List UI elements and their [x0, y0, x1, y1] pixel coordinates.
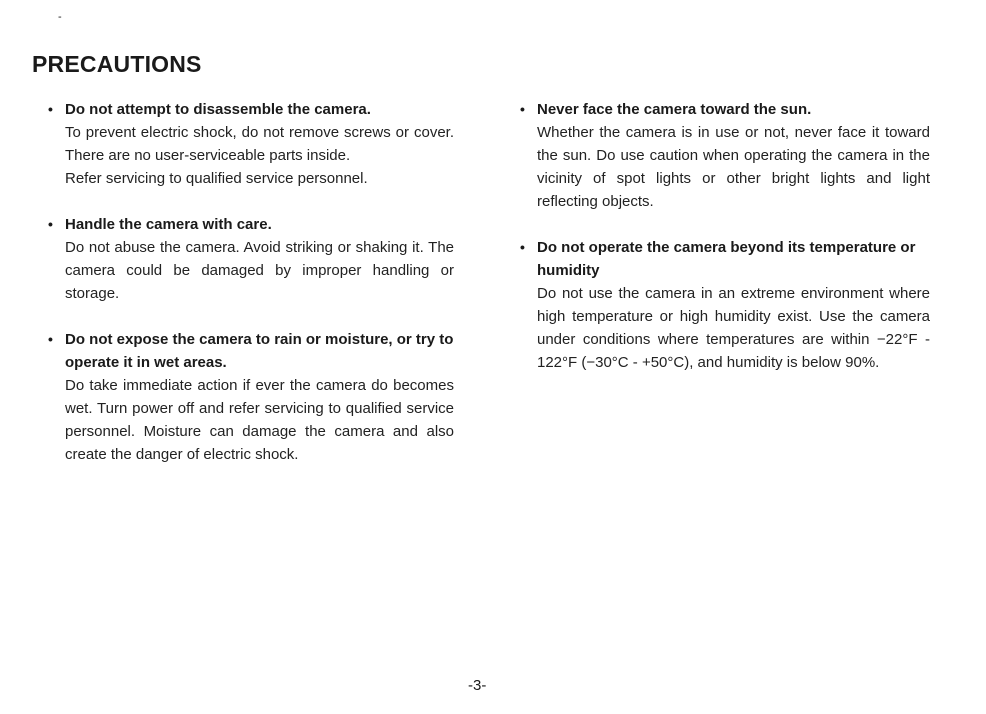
precaution-heading: Never face the camera toward the sun. — [537, 101, 812, 118]
precaution-disassemble — [48, 98, 454, 190]
precaution-body: Do not abuse the camera. Avoid striking or shaking it. The camera could be damaged by improper handling or storage. — [65, 239, 454, 302]
precaution-sun — [520, 98, 930, 213]
precaution-temperature-humidity — [520, 236, 930, 374]
bullet-icon: • — [520, 239, 525, 255]
precaution-body: Whether the camera is in use or not, never face it toward the sun. Do use caution when operating the camera in the vicinity of spot lights or other bright lights and light reflecting objects. — [537, 124, 930, 210]
right-column — [520, 98, 930, 397]
bullet-icon: • — [48, 331, 53, 347]
precaution-heading: Do not operate the camera beyond its temperature or humidity — [537, 239, 916, 279]
precaution-body: To prevent electric shock, do not remove screws or cover. There are no user-serviceable parts inside. — [65, 124, 454, 164]
precaution-body: Do not use the camera in an extreme environment where high temperature or high humidity exist. Use the camera under conditions where temperatures are within −22°F - 122°F (−30°C - +50°C), and humidity is below 90%. — [537, 285, 930, 371]
precaution-handle-with-care — [48, 213, 454, 305]
precaution-heading: Handle the camera with care. — [65, 216, 272, 233]
bullet-icon: • — [48, 216, 53, 232]
page-mark: - — [58, 11, 62, 23]
precaution-heading: Do not expose the camera to rain or moisture, or try to operate it in wet areas. — [65, 331, 454, 371]
precaution-moisture — [48, 328, 454, 466]
left-column — [48, 98, 454, 489]
bullet-icon: • — [48, 101, 53, 117]
page-title: PRECAUTIONS — [32, 51, 202, 77]
precaution-body: Do take immediate action if ever the camera do becomes wet. Turn power off and refer servicing to qualified service personnel. Moisture can damage the camera and also create the danger of electric shock. — [65, 377, 454, 463]
precaution-heading: Do not attempt to disassemble the camera. — [65, 101, 371, 118]
page-number: -3- — [468, 677, 487, 694]
bullet-icon: • — [520, 101, 525, 117]
precaution-body-note: Refer servicing to qualified service personnel. — [65, 170, 368, 187]
